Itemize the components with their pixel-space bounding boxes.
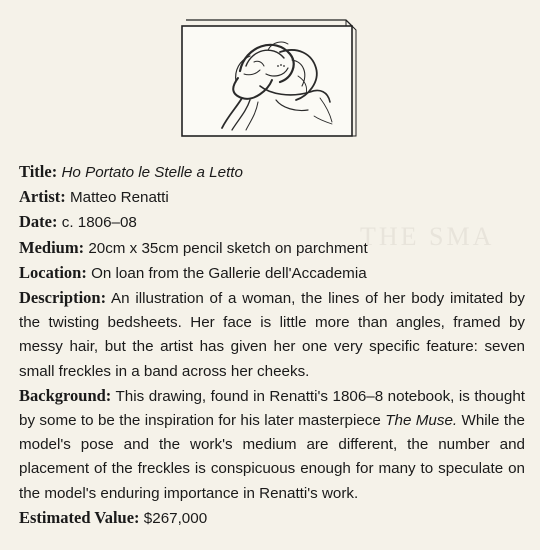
- artist-label: Artist:: [19, 187, 66, 207]
- description-label: Description:: [19, 288, 107, 308]
- date-row: [19, 210, 525, 235]
- background-text-after: While the model's pose and the work's medium are different, the number and placement of the freckles is conspicuous enough for many to speculate on the model's enduring importance in Renatti's work.: [19, 412, 525, 502]
- value-row: [19, 506, 525, 531]
- medium-value: 20cm x 35cm pencil sketch on parchment: [88, 239, 368, 257]
- catalog-entry: [19, 160, 525, 531]
- background-work-title: The Muse.: [385, 412, 458, 430]
- location-value: On loan from the Gallerie dell'Accademia: [91, 264, 367, 282]
- description-row: [19, 286, 525, 384]
- medium-label: Medium:: [19, 237, 85, 257]
- title-value: Ho Portato le Stelle a Letto: [61, 164, 243, 181]
- background-label: Background:: [19, 385, 112, 405]
- sketch-of-woman-icon: [180, 16, 360, 140]
- title-row: [19, 160, 525, 185]
- bleed-through-text: THE SMA: [360, 222, 495, 251]
- date-label: Date:: [19, 212, 58, 232]
- location-row: [19, 261, 525, 286]
- value-label: Estimated Value:: [19, 507, 140, 527]
- background-text-before: This drawing, found in Renatti's 1806–8 notebook, is thought by some to be the inspiration for his later masterpiece: [19, 387, 525, 430]
- artwork-illustration: [180, 16, 360, 140]
- artist-value: Matteo Renatti: [69, 189, 169, 207]
- description-value: An illustration of a woman, the lines of her body imitated by the twisting bedsheets. Her face is little more than angles, framed by messy hair, but the artist has given her one very specific feature: seven small freckles in a band across her cheeks.: [19, 290, 525, 380]
- artist-row: [19, 185, 525, 210]
- location-label: Location:: [19, 262, 87, 282]
- medium-row: [19, 236, 525, 261]
- title-label: Title:: [19, 162, 58, 181]
- date-value: c. 1806–08: [61, 214, 137, 232]
- value-amount: $267,000: [143, 509, 208, 527]
- background-row: [19, 384, 525, 506]
